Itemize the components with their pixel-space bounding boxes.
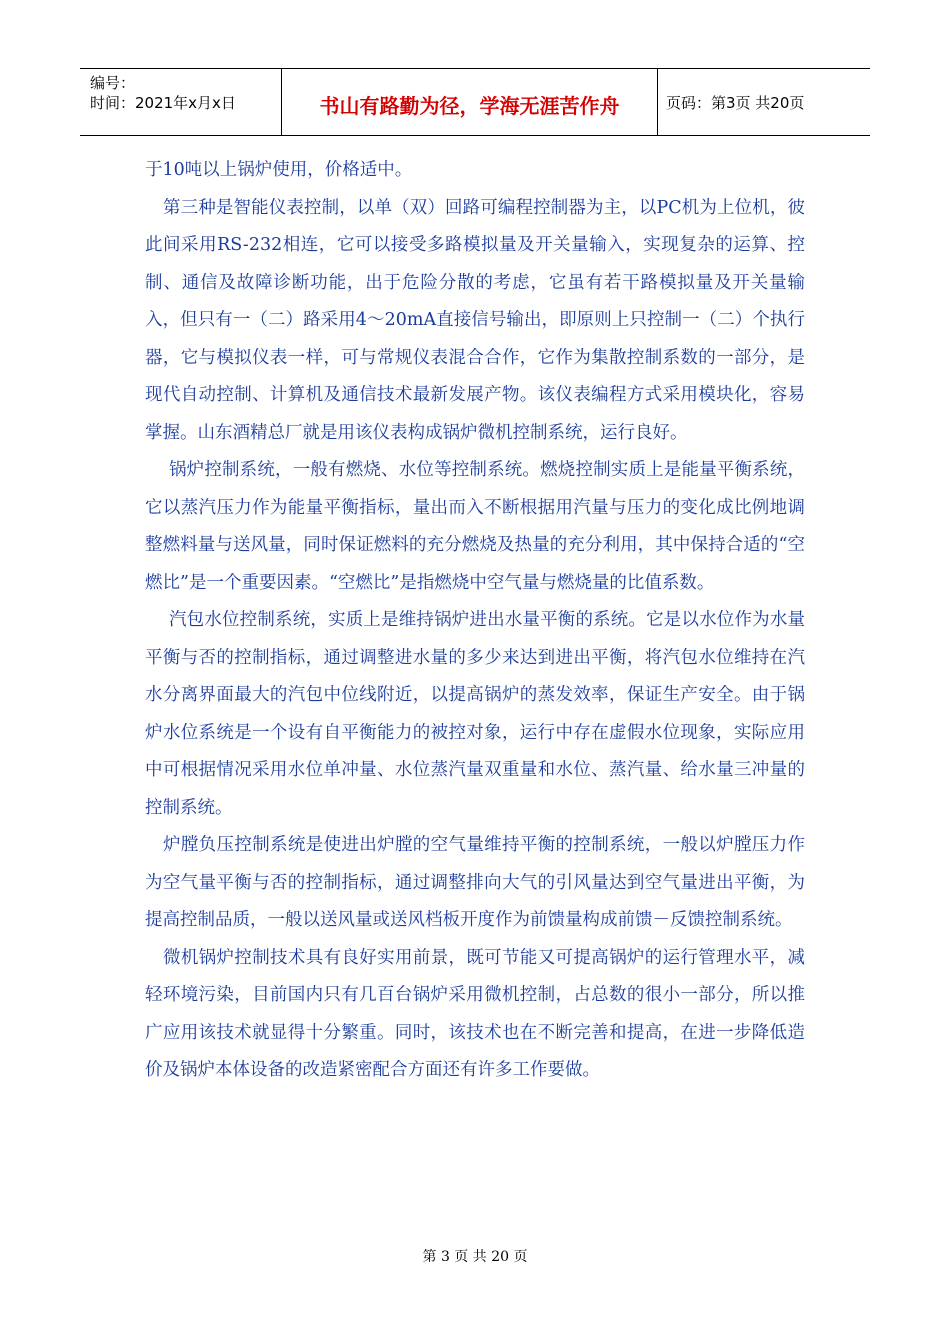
document-number-label: 编号： [90,74,136,92]
page-footer: 第 3 页 共 20 页 [422,1249,528,1265]
paragraph-furnace-pressure: 炉膛负压控制系统是使进出炉膛的空气量维持平衡的控制系统，一般以炉膛压力作为空气量平衡与否的控制指标，通过调整排向大气的引风量达到空气量进出平衡，为提高控制品质，一般以送风量或送风档板开度作为前馈量构成前馈－反馈控制系统。 [145,835,805,930]
paragraph-water-level: 汽包水位控制系统，实质上是维持锅炉进出水量平衡的系统。它是以水位作为水量平衡与否的控制指标，通过调整进水量的多少来达到进出平衡，将汽包水位维持在汽水分离界面最大的汽包中位线附近，以提高锅炉的蒸发效率，保证生产安全。由于锅炉水位系统是一个设有自平衡能力的被控对象，运行中存在虚假水位现象，实际应用中可根据情况采用水位单冲量、水位蒸汽量双重量和水位、蒸汽量、给水量三冲量的控制系统。 [145,610,805,818]
paragraph-boiler-control: 锅炉控制系统，一般有燃烧、水位等控制系统。燃烧控制实质上是能量平衡系统，它以蒸汽压力作为能量平衡指标，量出而入不断根据用汽量与压力的变化成比例地调整燃料量与送风量，同时保证燃料的充分燃烧及热量的充分利用，其中保持合适的“空燃比”是一个重要因素。“空燃比”是指燃烧中空气量与燃烧量的比值系数。 [145,460,805,593]
paragraph-continuation: 于10吨以上锅炉使用，价格适中。 [145,160,413,180]
paragraph-smart-instrument: 第三种是智能仪表控制，以单（双）回路可编程控制器为主，以PC机为上位机，彼此间采用RS-232相连，它可以接受多路模拟量及开关量输入，实现复杂的运算、控制、通信及故障诊断功能，出于危险分散的考虑，它虽有若干路模拟量及开关量输入，但只有一（二）路采用4～20mA直接信号输出，即原则上只控制一（二）个执行器，它与模拟仪表一样，可与常规仪表混合合作，它作为集散控制系数的一部分，是现代自动控制、计算机及通信技术最新发展产物。该仪表编程方式采用模块化，容易掌握。山东酒精总厂就是用该仪表构成锅炉微机控制系统，运行良好。 [145,197,805,443]
header-meta [80,69,282,135]
document-body [145,152,805,1090]
paragraph-conclusion: 微机锅炉控制技术具有良好实用前景，既可节能又可提高锅炉的运行管理水平，减轻环境污染，目前国内只有几百台锅炉采用微机控制，占总数的很小一部分，所以推广应用该技术就显得十分繁重。同时，该技术也在不断完善和提高，在进一步降低造价及锅炉本体设备的改造紧密配合方面还有许多工作要做。 [145,947,805,1080]
header-page-info: 页码：第3页 共20页 [666,93,805,112]
header-motto: 书山有路勤为径，学海无涯苦作舟 [282,69,658,135]
page-header [80,68,870,136]
document-time-label: 时间：2021年x月x日 [90,94,236,112]
